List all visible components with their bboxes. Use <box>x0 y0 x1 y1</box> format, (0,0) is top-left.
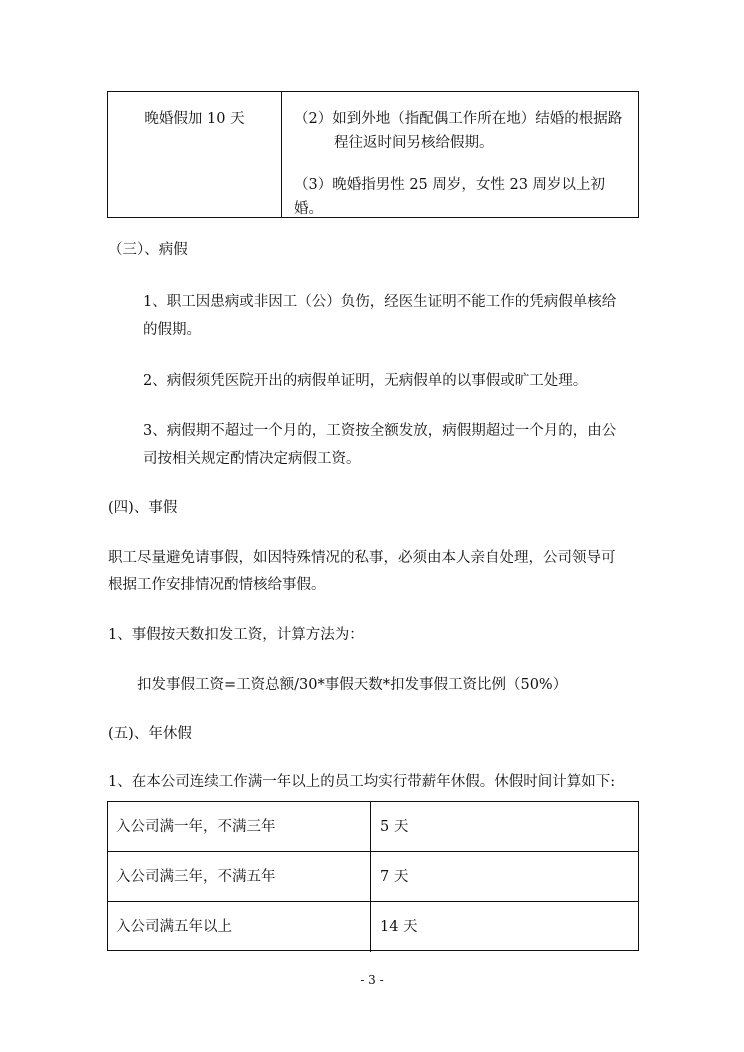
sick-leave-item3-line1: 3、病假期不超过一个月的，工资按全额发放，病假期超过一个月的，由公 <box>143 423 617 439</box>
table-row <box>108 852 638 902</box>
late-marriage-leave-label: 晚婚假加 10 天 <box>144 111 245 127</box>
personal-leave-para-line2: 根据工作安排情况酌情核给事假。 <box>108 577 326 593</box>
section5-heading: (五)、年休假 <box>108 726 192 742</box>
sick-leave-item2: 2、病假须凭医院开出的病假单证明，无病假单的以事假或旷工处理。 <box>143 373 588 389</box>
days-cell: 7 天 <box>380 869 409 885</box>
days-cell: 5 天 <box>380 819 409 835</box>
rule-2-line2: 程往返时间另核给假期。 <box>334 135 494 151</box>
marriage-leave-table <box>107 91 639 218</box>
sick-leave-item3-line2: 司按相关规定酌情决定病假工资。 <box>143 451 361 467</box>
personal-leave-item1: 1、事假按天数扣发工资，计算方法为： <box>108 627 364 643</box>
section3-heading: （三）、病假 <box>108 242 188 258</box>
personal-leave-formula: 扣发事假工资=工资总额/30*事假天数*扣发事假工资比例（50%） <box>137 677 568 693</box>
tenure-cell: 入公司满一年，不满三年 <box>108 802 371 851</box>
rule-3: （3）晚婚指男性 25 周岁，女性 23 周岁以上初婚。 <box>294 177 606 217</box>
section4-heading: (四)、事假 <box>108 500 178 516</box>
rule-2-line1: （2）如到外地（指配偶工作所在地）结婚的根据路 <box>294 111 623 127</box>
table-cell-leave-rules <box>282 92 638 217</box>
tenure-cell: 入公司满五年以上 <box>108 902 371 952</box>
page-number: - 3 - <box>360 973 384 987</box>
personal-leave-para-line1: 职工尽量避免请事假，如因特殊情况的私事，必须由本人亲自处理，公司领导可 <box>108 550 616 566</box>
days-cell: 14 天 <box>380 919 418 935</box>
sick-leave-item1-line2: 的假期。 <box>143 322 201 338</box>
annual-leave-table <box>107 801 639 951</box>
table-cell-leave-type <box>108 92 282 217</box>
table-row <box>108 902 638 952</box>
sick-leave-item1-line1: 1、职工因患病或非因工（公）负伤，经医生证明不能工作的凭病假单核给 <box>143 294 617 310</box>
tenure-cell: 入公司满三年，不满五年 <box>108 852 371 901</box>
annual-leave-item1: 1、在本公司连续工作满一年以上的员工均实行带薪年休假。休假时间计算如下: <box>108 774 616 790</box>
table-row <box>108 802 638 852</box>
